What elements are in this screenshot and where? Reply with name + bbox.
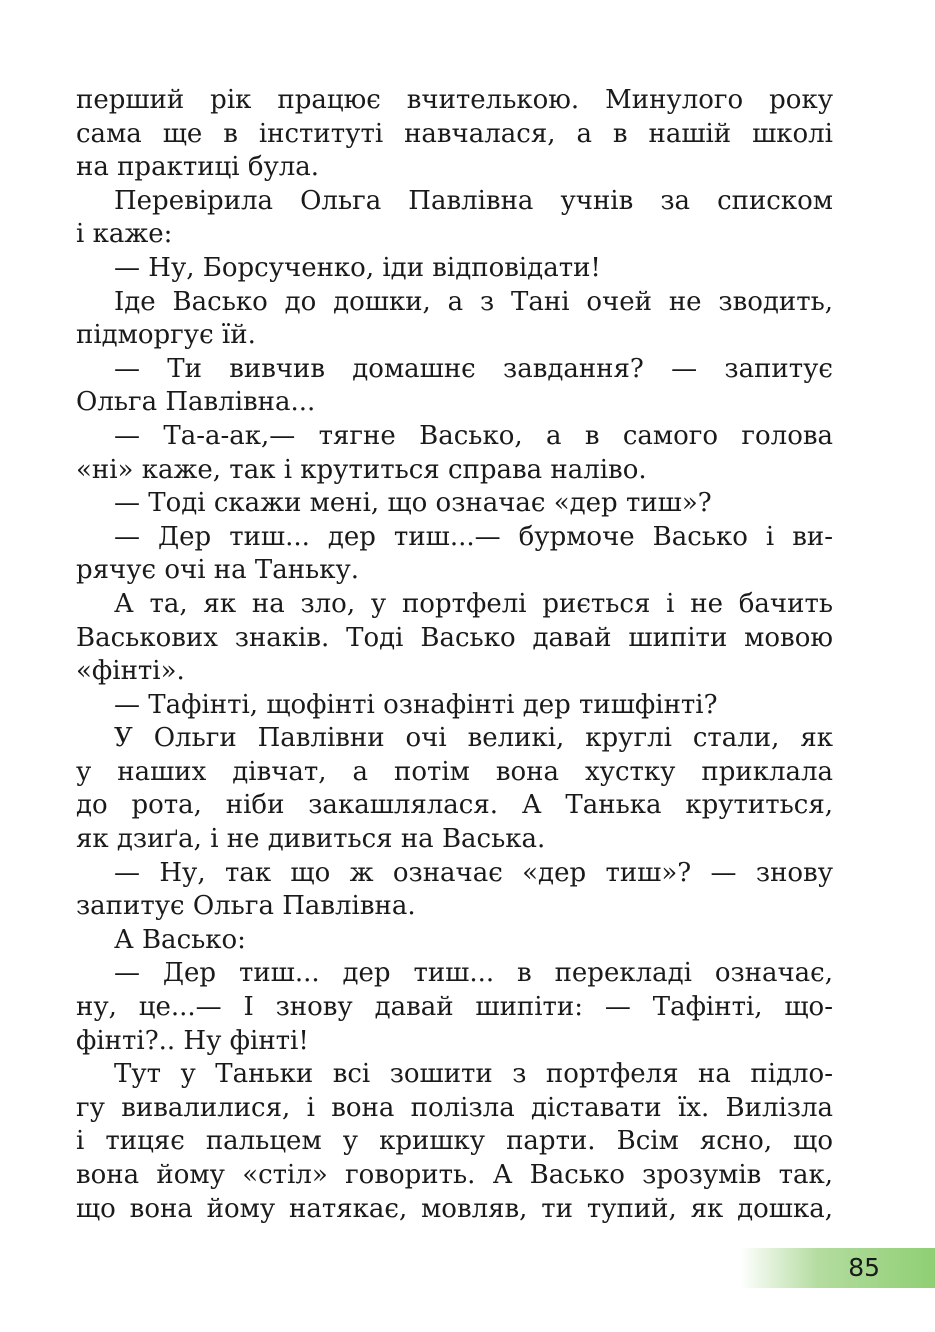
text-line: «фінті». <box>76 656 185 687</box>
text-line: — Тафінті, щофінті ознафінті дер тишфінті? <box>114 689 718 720</box>
text-line: і каже: <box>76 219 173 250</box>
text-line: А Васько: <box>114 924 246 955</box>
text-line: на практиці була. <box>76 152 320 183</box>
text-line: ну, це...— І знову давай шипіти: — Тафінті, що- <box>76 992 833 1023</box>
text-line: вона йому «стіл» говорить. А Васько зрозумів так, <box>76 1160 833 1190</box>
text-line: — Та-а-ак,— тягне Васько, а в самого голова <box>114 420 833 451</box>
text-line: сама ще в інституті навчалася, а в нашій школі <box>76 118 833 149</box>
page-number-band <box>740 1248 935 1288</box>
text-line: У Ольги Павлівни очі великі, круглі стали, як <box>114 723 833 754</box>
text-line: Іде Васько до дошки, а з Тані очей не зводить, <box>114 286 833 317</box>
text-line: Тут у Таньки всі зошити з портфеля на підло- <box>114 1059 833 1090</box>
text-line: запитує Ольга Павлівна. <box>76 891 416 922</box>
text-line: як дзиґа, і не дивиться на Васька. <box>76 824 546 855</box>
text-line: у наших дівчат, а потім вона хустку приклала <box>76 756 833 787</box>
text-line: — Ну, так що ж означає «дер тиш»? — знову <box>114 857 833 888</box>
text-line: Васькових знаків. Тоді Васько давай шипіти мовою <box>76 622 833 653</box>
text-line: — Тоді скажи мені, що означає «дер тиш»? <box>114 488 712 519</box>
text-line: А та, як на зло, у портфелі риється і не бачить <box>114 588 833 619</box>
text-line: перший рік працює вчителькою. Минулого року <box>76 85 833 115</box>
text-line: до рота, ніби закашлялася. А Танька крутиться, <box>76 790 833 821</box>
text-line: і тицяє пальцем у кришку парти. Всім ясно, що <box>76 1126 833 1157</box>
text-line: Ольга Павлівна... <box>76 387 316 418</box>
text-line: підморгує їй. <box>76 320 256 351</box>
page-text <box>76 84 833 1226</box>
text-line: «ні» каже, так і крутиться справа наліво. <box>76 454 647 485</box>
text-line: фінті?.. Ну фінті! <box>76 1025 309 1056</box>
text-line: — Дер тиш... дер тиш...— бурмоче Васько і ви- <box>114 521 833 552</box>
text-line: — Дер тиш... дер тиш... в перекладі означає, <box>114 958 833 989</box>
text-line: — Ну, Борсученко, іди відповідати! <box>114 252 601 283</box>
page-number: 85 <box>848 1253 880 1282</box>
text-line: гу вивалилися, і вона полізла діставати їх. Вилізла <box>76 1092 833 1123</box>
text-line: що вона йому натякає, мовляв, ти тупий, як дошка, <box>76 1193 833 1224</box>
text-line: — Ти вивчив домашнє завдання? — запитує <box>114 353 833 384</box>
text-line: Перевірила Ольга Павлівна учнів за списком <box>114 185 833 216</box>
text-line: рячує очі на Таньку. <box>76 555 360 586</box>
